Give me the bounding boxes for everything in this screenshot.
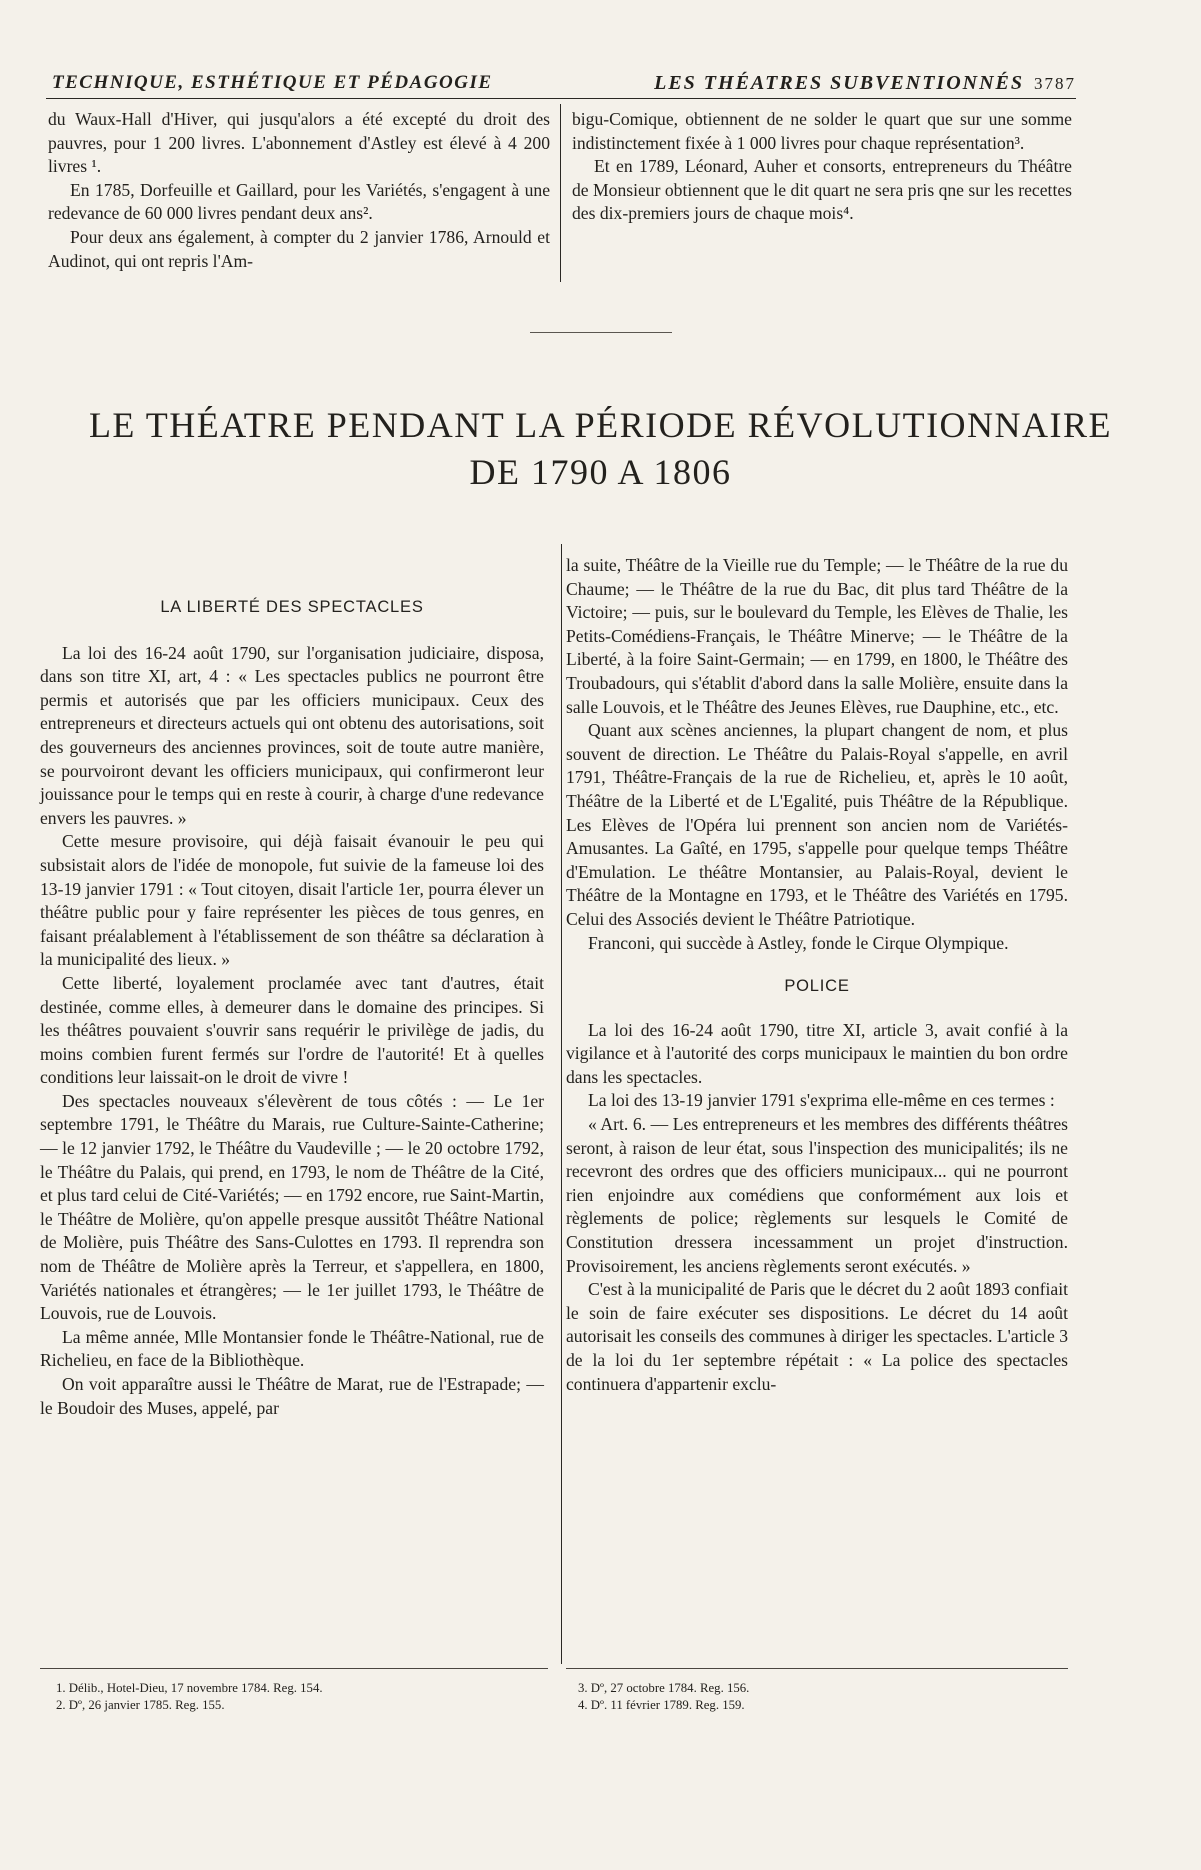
- footnote-rule-left: [40, 1668, 548, 1669]
- paragraph: la suite, Théâtre de la Vieille rue du Temple; — le Théâtre de la rue du Chaume; — le Théâtre de la rue du Bac, dit plus tard Théâtre de la Victoire; — puis, sur le boulevard du Temple, les Elèves de Thalie, les Petits-Comédiens-Français, le Théâtre Minerve; — le Théâtre de la Liberté, à la foire Saint-Germain; — en 1799, en 1800, le Théâtre des Troubadours, qui s'établit d'abord dans la salle Molière, ensuite dans la salle Louvois, et le Théâtre des Jeunes Elèves, rue Dauphine, etc., etc.: [566, 555, 1068, 717]
- paragraph: La loi des 13-19 janvier 1791 s'exprima elle-même en ces termes :: [588, 1090, 1055, 1111]
- footnote: 4. Dº. 11 février 1789. Reg. 159.: [578, 1698, 745, 1712]
- paragraph: Pour deux ans également, à compter du 2 janvier 1786, Arnould et Audinot, qui ont repris l'Am-: [48, 226, 550, 271]
- footnotes-left: [56, 1680, 536, 1714]
- paragraph: Cette liberté, loyalement proclamée avec tant d'autres, était destinée, comme elles, à demeurer dans le domaine des principes. Si les théâtres pouvaient s'ouvrir sans requérir le privilège de jadis, du moins combien furent fermés sur l'ordre de l'autorité! Et à quelles conditions leur laissait-on le droit de vivre !: [40, 972, 544, 1088]
- chapter-title-line2: DE 1790 A 1806: [469, 452, 732, 492]
- footnote-rule-right: [566, 1668, 1068, 1669]
- paragraph: Et en 1789, Léonard, Auher et consorts, entrepreneurs du Théâtre de Monsieur obtiennent que le dit quart ne sera pris qne sur les recettes des dix-premiers jours de chaque mois⁴.: [572, 156, 1072, 224]
- paragraph: Cette mesure provisoire, qui déjà faisait évanouir le peu qui subsistait alors de l'idée de monopole, fut suivie de la fameuse loi des 13-19 janvier 1791 : « Tout citoyen, disait l'article 1er, pourra élever un théâtre public pour y faire représenter les pièces de tous genres, en faisant préalablement à l'établissement de son théâtre sa déclaration à la municipalité des lieux. »: [40, 831, 544, 970]
- top-left-column: [48, 108, 550, 273]
- column-divider: [561, 544, 562, 1664]
- paragraph: « Art. 6. — Les entrepreneurs et les membres des différents théâtres seront, à raison de leur état, sous l'inspection des municipalités; ils ne recevront des ordres que des officiers municipaux... qui ne pourront rien enjoindre aux comédiens que conformément aux lois et règlements de police; règlements sur lesquels le Comité de Constitution dressera incessamment un projet d'instruction. Provisoirement, les anciens règlements seront exécutés. »: [566, 1114, 1068, 1276]
- main-left-column: [40, 596, 544, 1420]
- paragraph: On voit apparaître aussi le Théâtre de Marat, rue de l'Estrapade; — le Boudoir des Muses, appelé, par: [40, 1374, 544, 1418]
- section-rule: [530, 332, 672, 333]
- page-number: 3787: [1034, 74, 1076, 93]
- running-header-right: [654, 72, 1076, 95]
- footnote: 2. Dº, 26 janvier 1785. Reg. 155.: [56, 1698, 225, 1712]
- paragraph: Quant aux scènes anciennes, la plupart changent de nom, et plus souvent de direction. Le Théâtre du Palais-Royal s'appelle, en avril 1791, Théâtre-Français de la rue de Richelieu, et, après le 10 août, Théâtre de la Liberté et de L'Egalité, puis Théâtre de la République. Les Elèves de l'Opéra lui prennent son ancien nom de Variétés-Amusantes. La Gaîté, en 1795, s'appelle pour quelque temps Théâtre d'Emulation. Le théâtre Montansier, au Palais-Royal, devient le Théâtre de la Montagne en 1793, et le Théâtre des Variétés en 1795. Celui des Associés devient le Théâtre Patriotique.: [566, 720, 1068, 929]
- section-heading-police: POLICE: [784, 977, 850, 996]
- section-heading-liberte: LA LIBERTÉ DES SPECTACLES: [160, 598, 424, 616]
- paragraph: En 1785, Dorfeuille et Gaillard, pour les Variétés, s'engagent à une redevance de 60 000 livres pendant deux ans².: [48, 179, 550, 224]
- paragraph: C'est à la municipalité de Paris que le décret du 2 août 1893 confiait le soin de faire exécuter ses dispositions. Le décret du 14 août autorisait les conseils des communes à diriger les spectacles. L'article 3 de la loi du 1er septembre répétait : « La police des spectacles continuera d'appartenir exclu-: [566, 1279, 1068, 1394]
- footnote: 3. Dº, 27 octobre 1784. Reg. 156.: [578, 1681, 750, 1695]
- running-header: [46, 72, 1076, 99]
- top-column-divider: [560, 104, 561, 282]
- paragraph: du Waux-Hall d'Hiver, qui jusqu'alors a été excepté du droit des pauvres, pour 1 200 livres. L'abonnement d'Astley est élevé à 4 200 livres ¹.: [48, 109, 550, 177]
- chapter-title-line1: LE THÉATRE PENDANT LA PÉRIODE RÉVOLUTIONNAIRE: [88, 405, 1113, 445]
- paragraph: Franconi, qui succède à Astley, fonde le Cirque Olympique.: [588, 932, 1009, 953]
- paragraph: La loi des 16-24 août 1790, titre XI, article 3, avait confié à la vigilance et à l'autorité des corps municipaux le maintien du bon ordre dans les spectacles.: [566, 1019, 1068, 1087]
- main-right-column: [566, 554, 1068, 1396]
- footnotes-right: [578, 1680, 1058, 1714]
- paragraph: bigu-Comique, obtiennent de ne solder le quart que sur une somme indistinctement fixée à 1 000 livres pour chaque représentation³.: [572, 109, 1072, 153]
- paragraph: La même année, Mlle Montansier fonde le Théâtre-National, rue de Richelieu, en face de la Bibliothèque.: [40, 1326, 544, 1371]
- footnote: 1. Délib., Hotel-Dieu, 17 novembre 1784. Reg. 154.: [56, 1681, 323, 1695]
- paragraph: Des spectacles nouveaux s'élevèrent de tous côtés : — Le 1er septembre 1791, le Théâtre du Marais, rue Culture-Sainte-Catherine; — le 12 janvier 1792, le Théâtre du Vaudeville ; — le 20 octobre 1792, le Théâtre du Palais, qui prend, en 1793, le nom de Théâtre de la Cité, et plus tard celui de Cité-Variétés; — en 1792 encore, rue Saint-Martin, le Théâtre de Molière, qu'on appelle presque aussitôt Théâtre National de Molière, puis Théâtre des Sans-Culottes en 1793. Il reprendra son nom de Théâtre de Molière après la Terreur, et s'appellera, en 1800, Variétés nationales et étrangères; — le 1er juillet 1793, le Théâtre de Louvois, rue de Louvois.: [40, 1090, 544, 1324]
- running-header-left: TECHNIQUE, ESTHÉTIQUE ET PÉDAGOGIE: [52, 72, 493, 93]
- running-header-title: LES THÉATRES SUBVENTIONNÉS: [654, 72, 1024, 94]
- paragraph: La loi des 16-24 août 1790, sur l'organisation judiciaire, disposa, dans son titre XI, art, 4 : « Les spectacles publics ne pourront être permis et autorisés que par les officiers municipaux. Ceux des entrepreneurs et directeurs actuels qui ont obtenu des autorisations, soit des gouverneurs des anciennes provinces, soit de toute autre manière, se pourvoiront devant les officiers municipaux, qui confirmeront leur jouissance pour le temps qui en reste à courir, à charge d'une redevance envers les pauvres. »: [40, 642, 544, 828]
- top-right-column: [572, 108, 1072, 226]
